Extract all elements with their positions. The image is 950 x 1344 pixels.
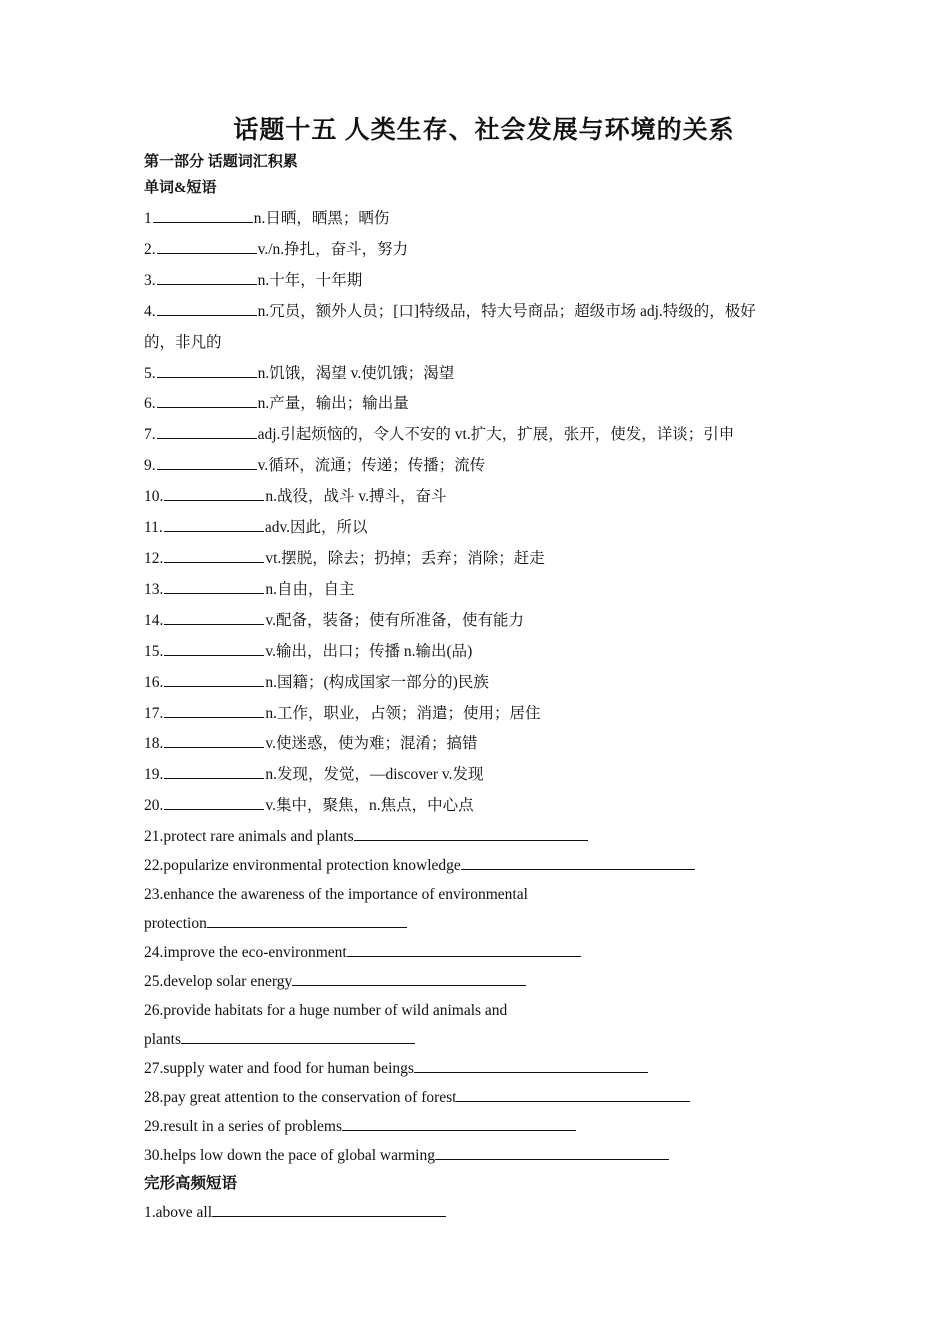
translation-blank[interactable] — [461, 855, 695, 870]
phrase-text: 25.develop solar energy — [144, 973, 293, 991]
vocab-item — [144, 266, 824, 297]
answer-blank[interactable] — [157, 455, 257, 470]
answer-blank[interactable] — [157, 363, 257, 378]
vocab-definition: n.日晒，晒黑；晒伤 — [253, 210, 390, 227]
vocab-definition-cont: 的，非凡的 — [144, 333, 222, 351]
phrase-item — [144, 880, 824, 938]
vocab-number: 20. — [144, 797, 164, 815]
answer-blank[interactable] — [153, 208, 253, 223]
vocab-number: 19. — [144, 766, 164, 784]
phrase-item — [144, 996, 824, 1054]
answer-blank[interactable] — [157, 424, 257, 439]
vocab-number: 9. — [144, 457, 156, 475]
vocab-definition: adv.因此，所以 — [264, 519, 368, 537]
vocab-definition: v./n.挣扎，奋斗，努力 — [257, 240, 409, 258]
vocab-definition: n.战役，战斗 v.搏斗，奋斗 — [265, 488, 447, 506]
phrase-item — [144, 938, 824, 967]
vocab-number: 2. — [144, 240, 156, 258]
answer-blank[interactable] — [157, 301, 257, 316]
answer-blank[interactable] — [157, 393, 257, 408]
phrase-list — [144, 822, 824, 1170]
phrase-text: 27.supply water and food for human beings — [144, 1060, 414, 1078]
vocab-item — [144, 791, 824, 822]
answer-blank[interactable] — [164, 486, 264, 501]
vocab-item — [144, 451, 824, 482]
vocab-item — [144, 760, 824, 791]
vocab-definition: adj.引起烦恼的，令人不安的 vt.扩大，扩展，张开，使发，详谈；引申 — [257, 426, 735, 444]
translation-blank[interactable] — [181, 1029, 415, 1044]
translation-blank[interactable] — [347, 942, 581, 957]
answer-blank[interactable] — [164, 733, 264, 748]
vocab-item — [144, 699, 824, 730]
answer-blank[interactable] — [157, 270, 257, 285]
document-page — [144, 112, 824, 1227]
answer-blank[interactable] — [164, 795, 264, 810]
translation-blank[interactable] — [456, 1087, 690, 1102]
vocab-number: 3. — [144, 271, 156, 289]
vocab-item — [144, 606, 824, 637]
answer-blank[interactable] — [164, 548, 264, 563]
vocab-item — [144, 482, 824, 513]
phrase-text: 28.pay great attention to the conservation of forest — [144, 1089, 457, 1107]
cloze-item — [144, 1198, 824, 1227]
phrase-text: 21.protect rare animals and plants — [144, 828, 354, 846]
vocab-item — [144, 235, 824, 266]
phrase-item — [144, 1141, 824, 1170]
vocab-definition: vt.摆脱，除去；扔掉；丢弃；消除；赶走 — [265, 549, 545, 567]
translation-blank[interactable] — [212, 1202, 446, 1217]
cloze-text: 1.above all — [144, 1204, 213, 1222]
vocab-definition: n.冗员，额外人员；[口]特级品，特大号商品；超级市场 adj.特级的，极好 — [257, 302, 756, 320]
phrase-item — [144, 1054, 824, 1083]
vocab-item — [144, 668, 824, 699]
vocab-definition: n.饥饿，渴望 v.使饥饿；渴望 — [257, 364, 455, 382]
vocab-number: 17. — [144, 704, 164, 722]
phrase-text-cont: plants — [144, 1031, 182, 1049]
phrase-item — [144, 822, 824, 851]
vocab-item — [144, 637, 824, 668]
answer-blank[interactable] — [164, 672, 264, 687]
vocab-definition: v.使迷惑，使为难；混淆；搞错 — [265, 735, 478, 753]
vocab-item — [144, 297, 824, 359]
part-heading: 第一部分 话题词汇积累 — [144, 154, 298, 170]
vocab-number: 11. — [144, 519, 163, 537]
phrase-text: 29.result in a series of problems — [144, 1118, 343, 1136]
vocab-definition: n.发现，发觉，—discover v.发现 — [265, 766, 484, 784]
vocab-item — [144, 544, 824, 575]
answer-blank[interactable] — [164, 641, 264, 656]
cloze-list — [144, 1198, 824, 1227]
vocab-number: 14. — [144, 611, 164, 629]
vocab-definition: n.国籍；(构成国家一部分的)民族 — [265, 673, 489, 691]
vocab-item — [144, 204, 824, 235]
vocab-definition: n.十年，十年期 — [257, 271, 363, 289]
phrase-text-cont: protection — [144, 915, 207, 933]
vocab-definition: v.输出，出口；传播 n.输出(品) — [265, 642, 473, 660]
vocab-number: 15. — [144, 642, 164, 660]
vocab-item — [144, 359, 824, 390]
phrase-item — [144, 967, 824, 996]
translation-blank[interactable] — [435, 1145, 669, 1160]
vocab-number: 10. — [144, 488, 164, 506]
vocab-item — [144, 513, 824, 544]
vocab-definition: n.自由，自主 — [265, 580, 355, 598]
phrase-text: 22.popularize environmental protection knowledge — [144, 857, 461, 875]
vocab-definition: v.循环，流通；传递；传播；流传 — [257, 457, 486, 475]
vocab-item — [144, 389, 824, 420]
answer-blank[interactable] — [164, 764, 264, 779]
phrase-item — [144, 851, 824, 880]
translation-blank[interactable] — [414, 1058, 648, 1073]
vocab-definition: v.配备，装备；使有所准备，使有能力 — [265, 611, 524, 629]
vocab-definition: v.集中，聚焦，n.焦点，中心点 — [265, 797, 474, 815]
phrase-text: 23.enhance the awareness of the importance of environmental — [144, 886, 528, 904]
vocab-definition: n.产量，输出；输出量 — [257, 395, 409, 413]
vocab-number: 16. — [144, 673, 164, 691]
vocab-number: 18. — [144, 735, 164, 753]
translation-blank[interactable] — [342, 1116, 576, 1131]
vocab-number: 13. — [144, 580, 164, 598]
phrase-text: 24.improve the eco-environment — [144, 944, 347, 962]
vocab-item — [144, 420, 824, 451]
phrase-text: 30.helps low down the pace of global warming — [144, 1147, 435, 1165]
vocab-number: 12. — [144, 549, 164, 567]
vocab-number: 1 — [144, 210, 152, 227]
cloze-heading: 完形高频短语 — [144, 1175, 238, 1193]
vocab-item — [144, 575, 824, 606]
vocab-item — [144, 729, 824, 760]
translation-blank[interactable] — [354, 826, 588, 841]
vocab-number: 5. — [144, 364, 156, 382]
vocab-definition: n.工作，职业，占领；消遣；使用；居住 — [265, 704, 541, 722]
phrase-text: 26.provide habitats for a huge number of wild animals and — [144, 1002, 508, 1020]
phrase-item — [144, 1112, 824, 1141]
translation-blank[interactable] — [292, 971, 526, 986]
words-heading: 单词&短语 — [144, 180, 217, 196]
page-title: 话题十五 人类生存、社会发展与环境的关系 — [233, 117, 735, 144]
vocab-list — [144, 204, 824, 822]
vocab-number: 6. — [144, 395, 156, 413]
translation-blank[interactable] — [207, 913, 407, 928]
answer-blank[interactable] — [157, 239, 257, 254]
vocab-number: 7. — [144, 426, 156, 444]
answer-blank[interactable] — [164, 610, 264, 625]
answer-blank[interactable] — [164, 579, 264, 594]
answer-blank[interactable] — [164, 517, 264, 532]
answer-blank[interactable] — [164, 703, 264, 718]
phrase-item — [144, 1083, 824, 1112]
vocab-number: 4. — [144, 302, 156, 320]
